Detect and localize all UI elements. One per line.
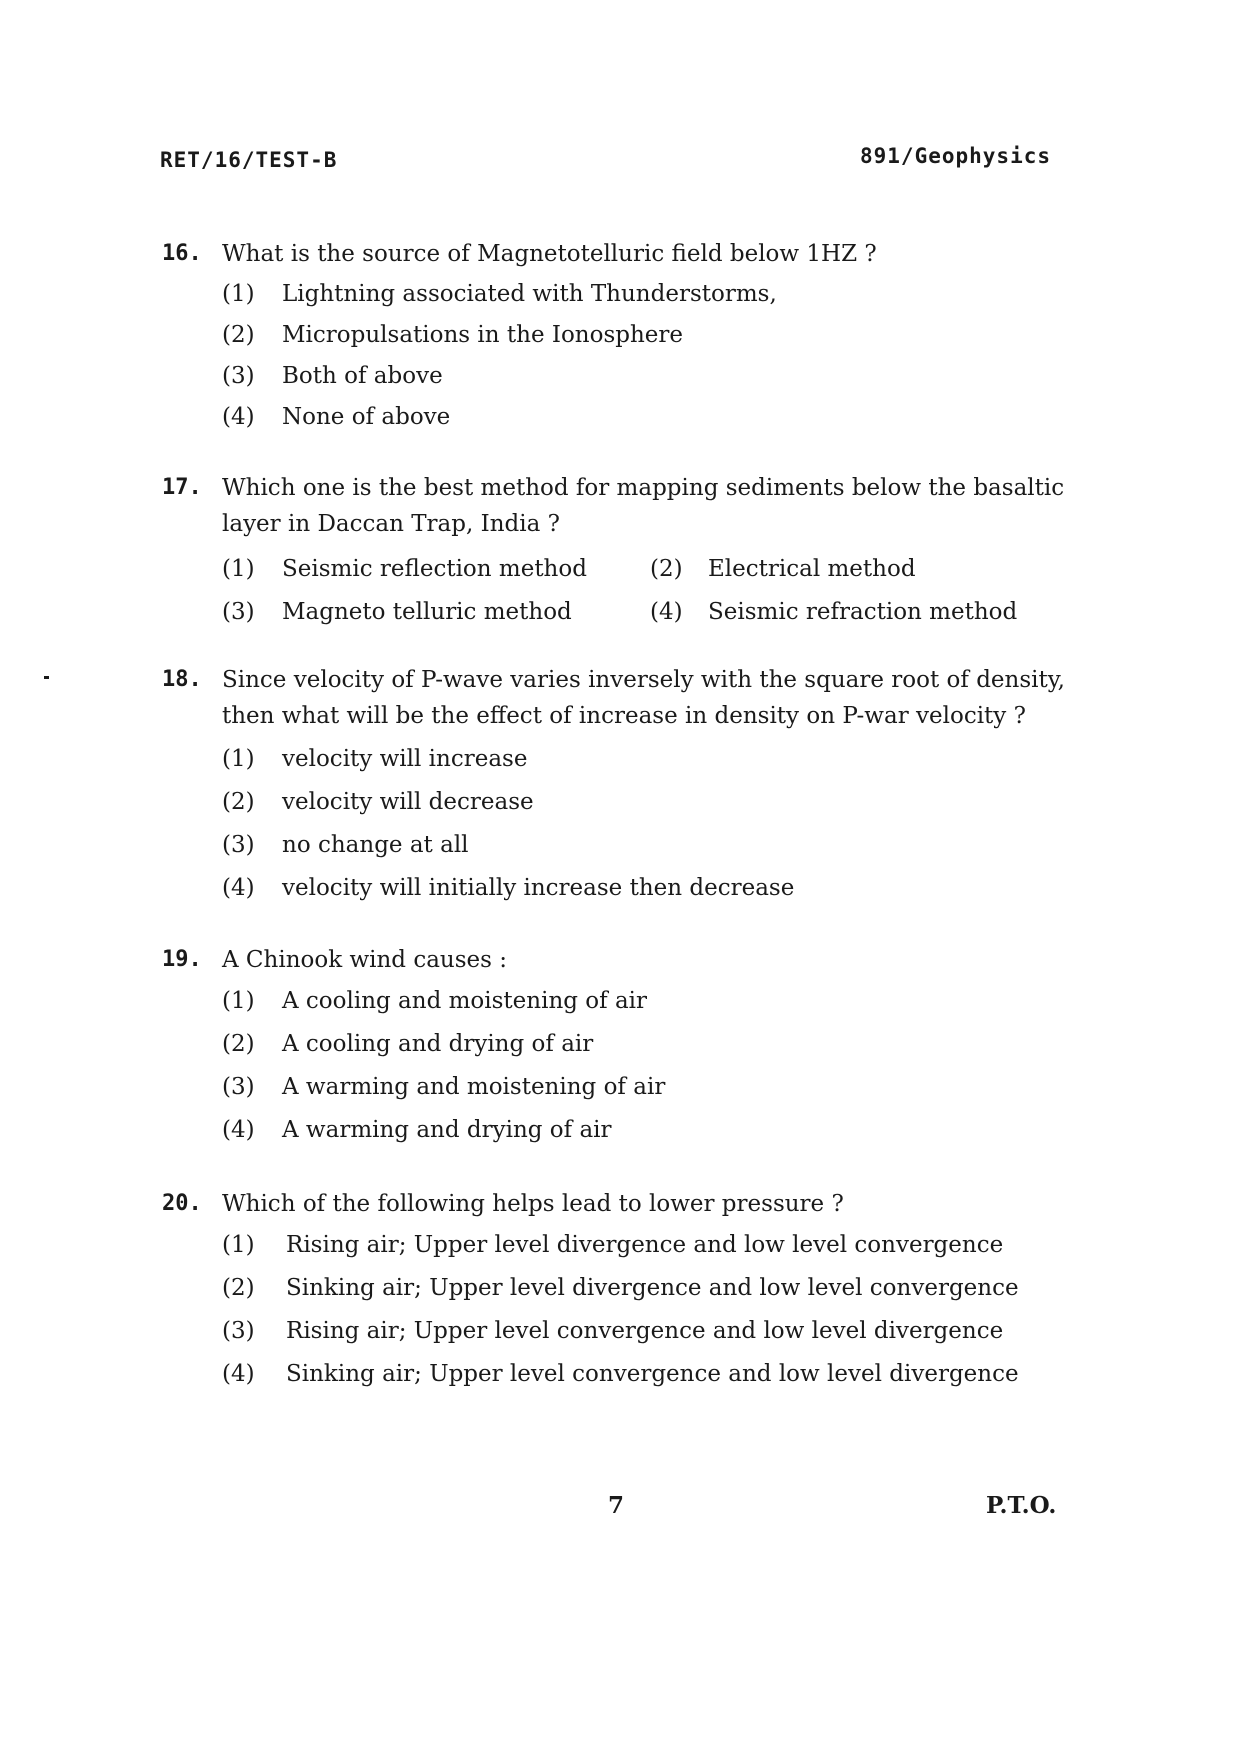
question-17 (162, 470, 1082, 634)
option (162, 315, 1082, 356)
option-number: (2) (222, 1275, 255, 1301)
header-exam-code: RET/16/TEST-B (160, 148, 338, 172)
pto-label: P.T.O. (986, 1492, 1057, 1519)
option-text: Sinking air; Upper level divergence and low level convergence (286, 1275, 1019, 1301)
option (162, 1023, 1082, 1066)
option (162, 1066, 1082, 1109)
question-20 (162, 1186, 1082, 1396)
question-number: 16. (162, 241, 202, 266)
option-number: (4) (222, 875, 255, 901)
option-number: (2) (222, 789, 255, 815)
option (162, 397, 1082, 438)
option-text: None of above (282, 404, 451, 430)
option-text: Micropulsations in the Ionosphere (282, 322, 684, 348)
option-text: Both of above (282, 363, 443, 389)
option-text: Rising air; Upper level divergence and low level convergence (286, 1232, 1004, 1258)
option (162, 1109, 1082, 1152)
question-text: A Chinook wind causes : (222, 947, 508, 973)
option-number: (1) (222, 988, 255, 1014)
option-number: (3) (222, 832, 255, 858)
option-text: A cooling and moistening of air (282, 988, 648, 1014)
page-number: 7 (608, 1492, 625, 1519)
question-text: Which of the following helps lead to lower pressure ? (222, 1191, 844, 1217)
option-text: velocity will initially increase then decrease (282, 875, 795, 901)
option (162, 274, 1082, 315)
option-number: (3) (222, 1318, 255, 1344)
option-number: (1) (222, 1232, 255, 1258)
option (162, 1267, 1082, 1310)
option-number: (4) (650, 599, 683, 625)
option-text: no change at all (282, 832, 469, 858)
option-number: (2) (650, 556, 683, 582)
question-number: 20. (162, 1191, 202, 1216)
question-18 (162, 662, 1082, 910)
option-number: (4) (222, 404, 255, 430)
option-number: (3) (222, 363, 255, 389)
option-number: (3) (222, 599, 255, 625)
option (162, 356, 1082, 397)
option (162, 824, 1082, 867)
option (162, 1224, 1082, 1267)
option (162, 1310, 1082, 1353)
option-number: (2) (222, 322, 255, 348)
option-text: Seismic reflection method (282, 556, 587, 582)
question-number: 17. (162, 475, 202, 500)
option-text: velocity will increase (282, 746, 528, 772)
question-text: What is the source of Magnetotelluric field below 1HZ ? (222, 241, 877, 267)
option (162, 781, 1082, 824)
header-subject: 891/Geophysics (860, 144, 1052, 168)
option (162, 980, 1082, 1023)
option-text: Sinking air; Upper level convergence and low level divergence (286, 1361, 1019, 1387)
option-number: (1) (222, 556, 255, 582)
question-number: 18. (162, 667, 202, 692)
option-text: Electrical method (708, 556, 916, 582)
margin-mark (44, 676, 49, 679)
option-number: (1) (222, 281, 255, 307)
option (162, 1353, 1082, 1396)
option (162, 867, 1082, 910)
option-row (162, 591, 1082, 634)
question-19 (162, 942, 1082, 1152)
question-text: Which one is the best method for mapping sediments below the basaltic layer in Daccan Trap, India ? (222, 475, 1065, 537)
option-number: (4) (222, 1361, 255, 1387)
question-number: 19. (162, 947, 202, 972)
option-text: Magneto telluric method (282, 599, 572, 625)
option-number: (2) (222, 1031, 255, 1057)
option-number: (4) (222, 1117, 255, 1143)
option-text: Seismic refraction method (708, 599, 1018, 625)
option-text: Rising air; Upper level convergence and low level divergence (286, 1318, 1004, 1344)
option-text: A warming and moistening of air (282, 1074, 666, 1100)
option-row (162, 548, 1082, 591)
question-text: Since velocity of P-wave varies inversely with the square root of density, then what will be the effect of increase in density on P-war velocity ? (222, 667, 1065, 729)
option-text: A warming and drying of air (282, 1117, 612, 1143)
option-text: velocity will decrease (282, 789, 534, 815)
option-number: (1) (222, 746, 255, 772)
option (162, 738, 1082, 781)
option-text: Lightning associated with Thunderstorms, (282, 281, 777, 307)
question-16 (162, 236, 1082, 438)
option-text: A cooling and drying of air (282, 1031, 594, 1057)
option-number: (3) (222, 1074, 255, 1100)
